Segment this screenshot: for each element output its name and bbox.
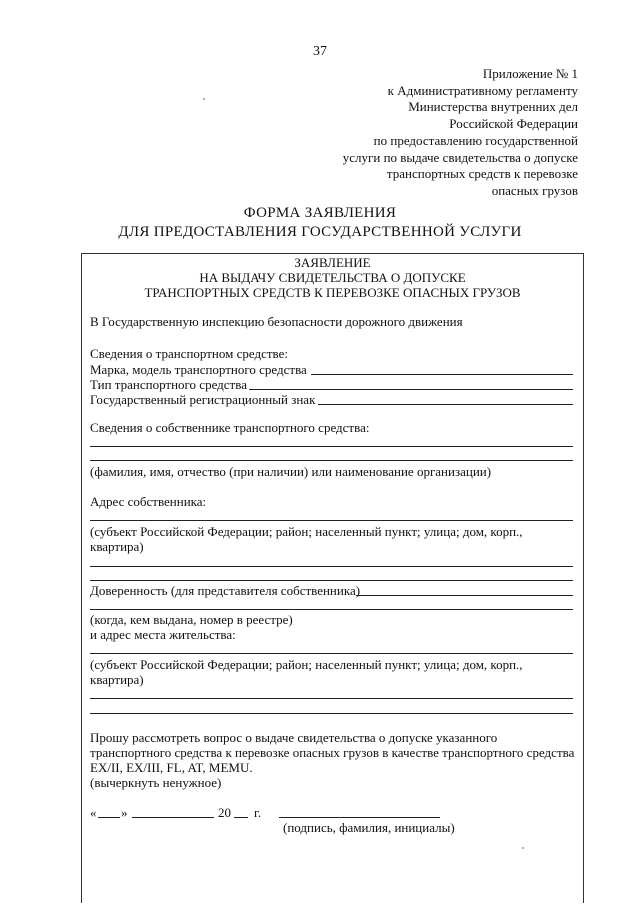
poa-field[interactable] [356, 595, 573, 596]
residence-field-3[interactable] [90, 713, 573, 714]
residence-hint-1: (субъект Российской Федерации; район; населенный пункт; улица; дом, корп., [90, 657, 523, 672]
request-line-1: Прошу рассмотреть вопрос о выдаче свидетельства о допуске указанного [90, 730, 498, 745]
date-open-quote: « [90, 805, 97, 820]
signature-hint: (подпись, фамилия, инициалы) [283, 820, 455, 835]
scan-speck [522, 847, 524, 849]
appendix-line: Министерства внутренних дел [408, 99, 578, 115]
owner-heading: Сведения о собственнике транспортного средства: [90, 420, 370, 435]
request-line-4: (вычеркнуть ненужное) [90, 775, 222, 790]
application-title-line: ТРАНСПОРТНЫХ СРЕДСТВ К ПЕРЕВОЗКЕ ОПАСНЫХ ГРУЗОВ [144, 285, 521, 300]
owner-address-label: Адрес собственника: [90, 494, 207, 509]
request-line-2: транспортного средства к перевозке опасных грузов в качестве транспортного средства [90, 745, 575, 760]
owner-address-hint-2: квартира) [90, 539, 144, 554]
date-month-field[interactable] [132, 817, 214, 818]
date-close-quote: » [121, 805, 128, 820]
owner-address-field-2[interactable] [90, 566, 573, 567]
appendix-line: к Административному регламенту [387, 82, 578, 98]
form-title [0, 204, 640, 242]
vehicle-heading: Сведения о транспортном средстве: [90, 346, 288, 361]
residence-field-2[interactable] [90, 698, 573, 699]
residence-hint-2: квартира) [90, 672, 144, 687]
addressee-text: В Государственную инспекцию безопасности дорожного движения [90, 314, 463, 329]
appendix-line: по предоставлению государственной [373, 132, 578, 148]
vehicle-type-label: Тип транспортного средства [90, 377, 247, 392]
appendix-header [278, 66, 578, 200]
application-title-line: НА ВЫДАЧУ СВИДЕТЕЛЬСТВА О ДОПУСКЕ [199, 270, 466, 285]
signature-field[interactable] [279, 817, 440, 818]
poa-label: Доверенность (для представителя собственника) [90, 583, 361, 598]
appendix-line: Приложение № 1 [482, 66, 578, 81]
owner-address-field[interactable] [90, 520, 573, 521]
form-title-line-1: ФОРМА ЗАЯВЛЕНИЯ [243, 205, 397, 221]
appendix-line: Российской Федерации [449, 116, 578, 132]
owner-name-field-2[interactable] [90, 460, 573, 461]
residence-field[interactable] [90, 653, 573, 654]
owner-hint: (фамилия, имя, отчество (при наличии) или наименование организации) [90, 464, 492, 479]
make-model-label: Марка, модель транспортного средства [90, 362, 307, 377]
poa-hint: (когда, кем выдана, номер в реестре) [90, 612, 293, 627]
application-title-line: ЗАЯВЛЕНИЕ [294, 255, 371, 270]
reg-plate-field[interactable] [318, 404, 573, 405]
appendix-line: услуги по выдаче свидетельства о допуске [342, 149, 578, 165]
owner-address-field-3[interactable] [90, 580, 573, 581]
vehicle-type-field[interactable] [249, 389, 573, 390]
make-model-field[interactable] [311, 374, 573, 375]
page-number: 37 [313, 44, 327, 59]
owner-name-field[interactable] [90, 446, 573, 447]
date-day-field[interactable] [98, 817, 120, 818]
date-year-suffix: г. [254, 805, 262, 820]
residence-label: и адрес места жительства: [90, 627, 236, 642]
owner-address-hint-1: (субъект Российской Федерации; район; населенный пункт; улица; дом, корп., [90, 524, 523, 539]
application-title [81, 255, 584, 300]
reg-plate-label: Государственный регистрационный знак [90, 392, 316, 407]
scan-speck [203, 98, 205, 100]
date-year-prefix: 20 [218, 805, 231, 820]
poa-field-2[interactable] [90, 609, 573, 610]
appendix-line: опасных грузов [491, 182, 578, 198]
request-line-3: EX/II, EX/III, FL, AT, MEMU. [90, 760, 253, 775]
date-year-field[interactable] [234, 817, 248, 818]
form-title-line-2: ДЛЯ ПРЕДОСТАВЛЕНИЯ ГОСУДАРСТВЕННОЙ УСЛУГИ [118, 224, 522, 240]
appendix-line: транспортных средств к перевозке [386, 166, 578, 182]
